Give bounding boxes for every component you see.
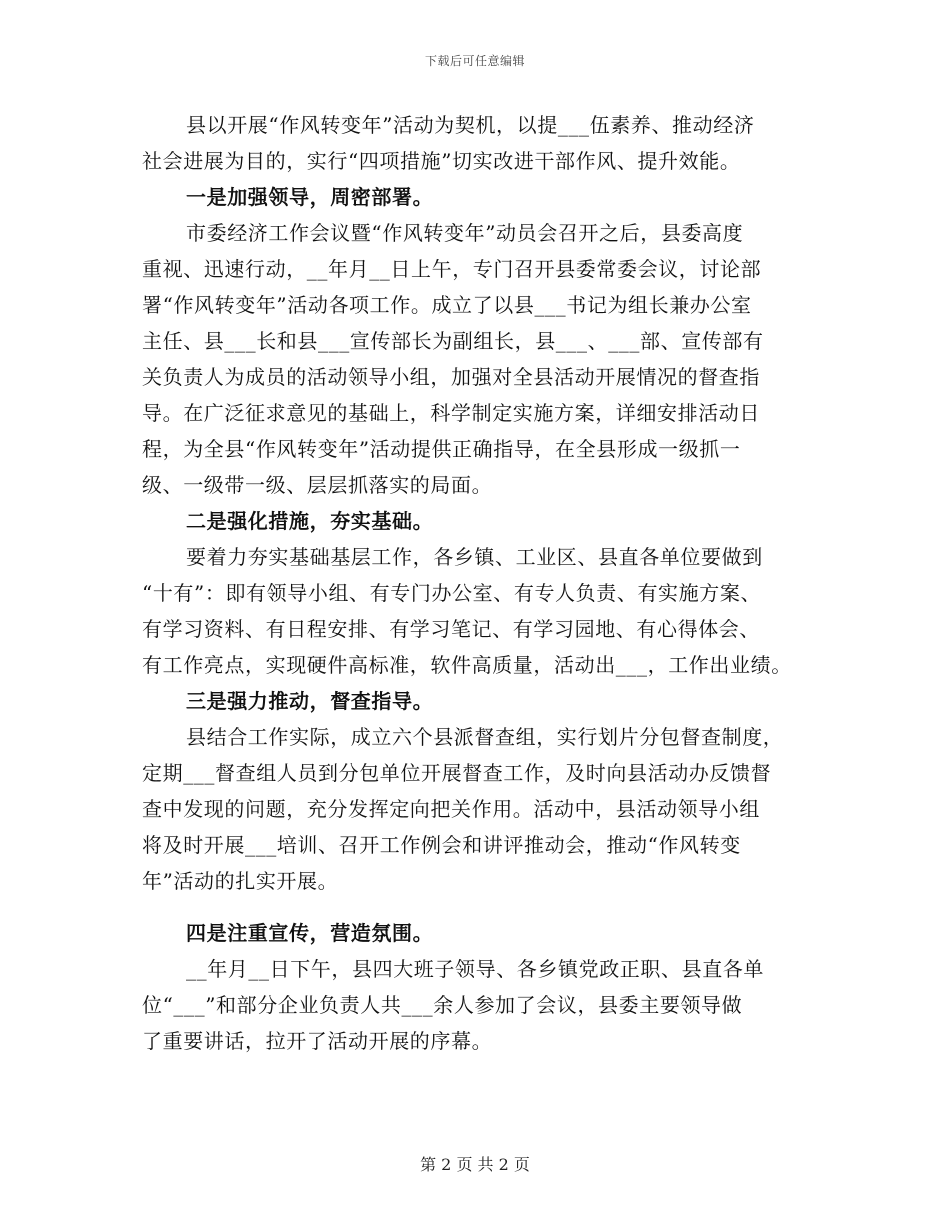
text-line: 社会进展为目的，实行“四项措施”切实改进干部作风、提升效能。	[142, 149, 741, 173]
text-line: __年月__日下午，县四大班子领导、各乡镇党政正职、县直各单	[186, 957, 764, 981]
text-line: 将及时开展___培训、召开工作例会和讲评推动会，推动“作风转变	[142, 833, 741, 857]
text-line: 有学习资料、有日程安排、有学习笔记、有学习园地、有心得体会、	[142, 617, 760, 641]
document-body	[142, 107, 822, 1059]
section-heading: 一是加强领导，周密部署。	[186, 185, 434, 209]
text-line: 年”活动的扎实开展。	[142, 869, 339, 893]
text-line: 主任、县___长和县___宣传部长为副组长，县___、___部、宣传部有	[142, 329, 764, 353]
section-heading: 二是强化措施，夯实基础。	[186, 509, 434, 533]
section-heading: 四是注重宣传，营造氛围。	[186, 921, 434, 945]
text-line: 重视、迅速行动，__年月__日上午，专门召开县委常委会议，讨论部	[142, 257, 762, 281]
text-line: 了重要讲话，拉开了活动开展的序幕。	[142, 1029, 493, 1053]
text-line: 要着力夯实基础基层工作，各乡镇、工业区、县直各单位要做到	[186, 545, 763, 569]
text-line: 县结合工作实际，成立六个县派督查组，实行划片分包督查制度，	[186, 725, 784, 749]
section-heading: 三是强力推动，督查指导。	[186, 689, 434, 713]
text-line: 程，为全县“作风转变年”活动提供正确指导，在全县形成一级抓一	[142, 437, 741, 461]
text-line: 查中发现的问题，充分发挥定向把关作用。活动中，县活动领导小组	[142, 797, 760, 821]
text-line: 有工作亮点，实现硬件高标准，软件高质量，活动出___，工作出业绩。	[142, 653, 792, 677]
text-line: 定期___督查组人员到分包单位开展督查工作，及时向县活动办反馈督	[142, 761, 772, 785]
text-line: 署“作风转变年”活动各项工作。成立了以县___书记为组长兼办公室	[142, 293, 752, 317]
text-line: 级、一级带一级、层层抓落实的局面。	[142, 473, 493, 497]
page-indicator: 第 2 页 共 2 页	[420, 1155, 530, 1174]
text-line: 导。在广泛征求意见的基础上，科学制定实施方案，详细安排活动日	[142, 401, 760, 425]
download-note: 下载后可任意编辑	[424, 54, 525, 68]
text-line: “十有”：即有领导小组、有专门办公室、有专人负责、有实施方案、	[142, 581, 762, 605]
text-line: 关负责人为成员的活动领导小组，加强对全县活动开展情况的督查指	[142, 365, 760, 389]
text-line: 县以开展“作风转变年”活动为契机，以提___伍素养、推动经济	[186, 113, 755, 137]
text-line: 位“___”和部分企业负责人共___余人参加了会议，县委主要领导做	[142, 993, 743, 1017]
paragraph-spacer	[142, 899, 822, 915]
text-line: 市委经济工作会议暨“作风转变年”动员会召开之后，县委高度	[186, 221, 744, 245]
